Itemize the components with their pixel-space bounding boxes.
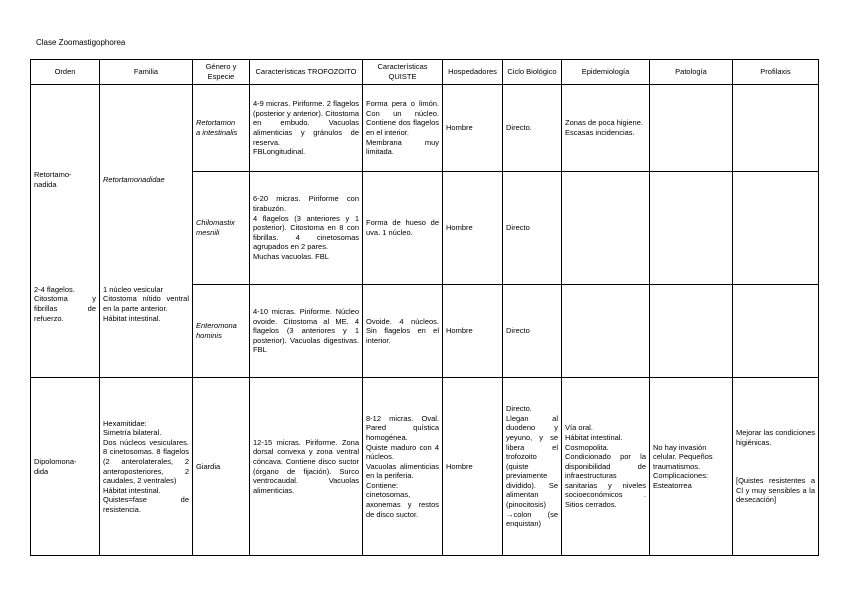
genero-cell: Giardia [193,378,250,556]
epidemiologia-cell [562,172,650,285]
ciclo-cell: Directo [503,172,562,285]
orden-description: 2-4 flagelos. Citostoma y fibrillas de refuerzo. [34,284,96,323]
table-row [31,85,819,172]
familia-cell [100,85,193,378]
familia-label: Retortamonadidae [103,174,165,184]
ciclo-cell: Directo [503,285,562,378]
quiste-cell: 8-12 micras. Oval. Pared quística homogénea. Quiste maduro con 4 núcleos. Vacuolas alimenticias en la periferia. Contiene: cinetosomas, axonemas y restos de disco suctor. [363,378,443,556]
quiste-cell: Ovoide. 4 núcleos. Sin flagelos en el interior. [363,285,443,378]
profilaxis-cell [733,85,819,172]
header-epidemiologia: Epidemiología [562,60,650,85]
genero-cell: Retortamon a intestinalis [193,85,250,172]
zoomastigophorea-table [30,59,819,556]
quiste-cell: Forma de hueso de uva. 1 núcleo. [363,172,443,285]
patologia-cell: No hay invasión celular. Pequeños traumatismos. Complicaciones: Esteatorrea [650,378,733,556]
quiste-cell: Forma pera o limón. Con un núcleo. Contiene dos flagelos en el interior. Membrana muy limitada. [363,85,443,172]
header-hospedadores: Hospedadores [443,60,503,85]
header-profilaxis: Profilaxis [733,60,819,85]
profilaxis-cell: Mejorar las condiciones higiénicas. [Quistes resistentes a Cl y muy sensibles a la desecación] [733,378,819,556]
page-title: Clase Zoomastigophorea [36,38,126,47]
trofozoito-cell: 6-20 micras. Piriforme con tirabuzón. 4 flagelos (3 anteriores y 1 posterior). Citostoma en 8 con fibrillas. 4 cinetosomas agrupados en 2 pares. Muchas vacuolas. FBL [250,172,363,285]
patologia-cell [650,172,733,285]
familia-description: 1 núcleo vesicular Citostoma nítido ventral en la parte anterior. Hábitat intestinal. [103,284,189,323]
trofozoito-cell: 12-15 micras. Piriforme. Zona dorsal convexa y zona ventral cóncava. Contiene disco suctor (órgano de fijación). Surco ventrocaudal. Vacuolas alimenticias. [250,378,363,556]
header-patologia: Patología [650,60,733,85]
trofozoito-cell: 4-10 micras. Piriforme. Núcleo ovoide. Citostoma al ME. 4 flagelos (3 anteriores y 1 posterior). Vacuolas digestivas. FBL [250,285,363,378]
header-familia: Familia [100,60,193,85]
epidemiologia-cell: Zonas de poca higiene. Escasas incidencias. [562,85,650,172]
hospedador-cell: Hombre [443,378,503,556]
patologia-cell [650,85,733,172]
table-row [31,378,819,556]
profilaxis-cell [733,172,819,285]
epidemiologia-cell [562,285,650,378]
ciclo-cell: Directo. Llegan al duodeno y yeyuno, y se libera el trofozoito (quiste previamente dividido). Se alimentan (pinocitosis) →colon (se enquistan) [503,378,562,556]
familia-cell: Hexamitidae: Simetría bilateral. Dos núcleos vesiculares. 8 cinetosomas. 8 flagelos (2 anterolaterales, 2 anteroposteriores, 2 caudales, 2 ventrales) Hábitat intestinal. Quistes=fase de resistencia. [100,378,193,556]
genero-cell: Enteromona hominis [193,285,250,378]
hospedador-cell: Hombre [443,172,503,285]
header-quiste: Características QUISTE [363,60,443,85]
header-genero: Género y Especie [193,60,250,85]
orden-label: Retortamo- nadida [34,169,72,189]
orden-cell: Dipolomona- dida [31,378,100,556]
header-orden: Orden [31,60,100,85]
header-row [31,60,819,85]
genero-cell: Chilomastix mesnili [193,172,250,285]
hospedador-cell: Hombre [443,285,503,378]
trofozoito-cell: 4-9 micras. Piriforme. 2 flagelos (posterior y anterior). Citostoma en embudo. Vacuolas alimenticias y gránulos de reserva. FBLongitudinal. [250,85,363,172]
header-trofozoito: Características TROFOZOITO [250,60,363,85]
epidemiologia-cell: Vía oral. Hábitat intestinal. Cosmopolita. Condicionado por la disponibilidad de infraestructuras sanitarias y niveles socioeconómicos . Sitios cerrados. [562,378,650,556]
profilaxis-cell [733,285,819,378]
ciclo-cell: Directo. [503,85,562,172]
orden-cell [31,85,100,378]
patologia-cell [650,285,733,378]
hospedador-cell: Hombre [443,85,503,172]
header-ciclo: Ciclo Biológico [503,60,562,85]
